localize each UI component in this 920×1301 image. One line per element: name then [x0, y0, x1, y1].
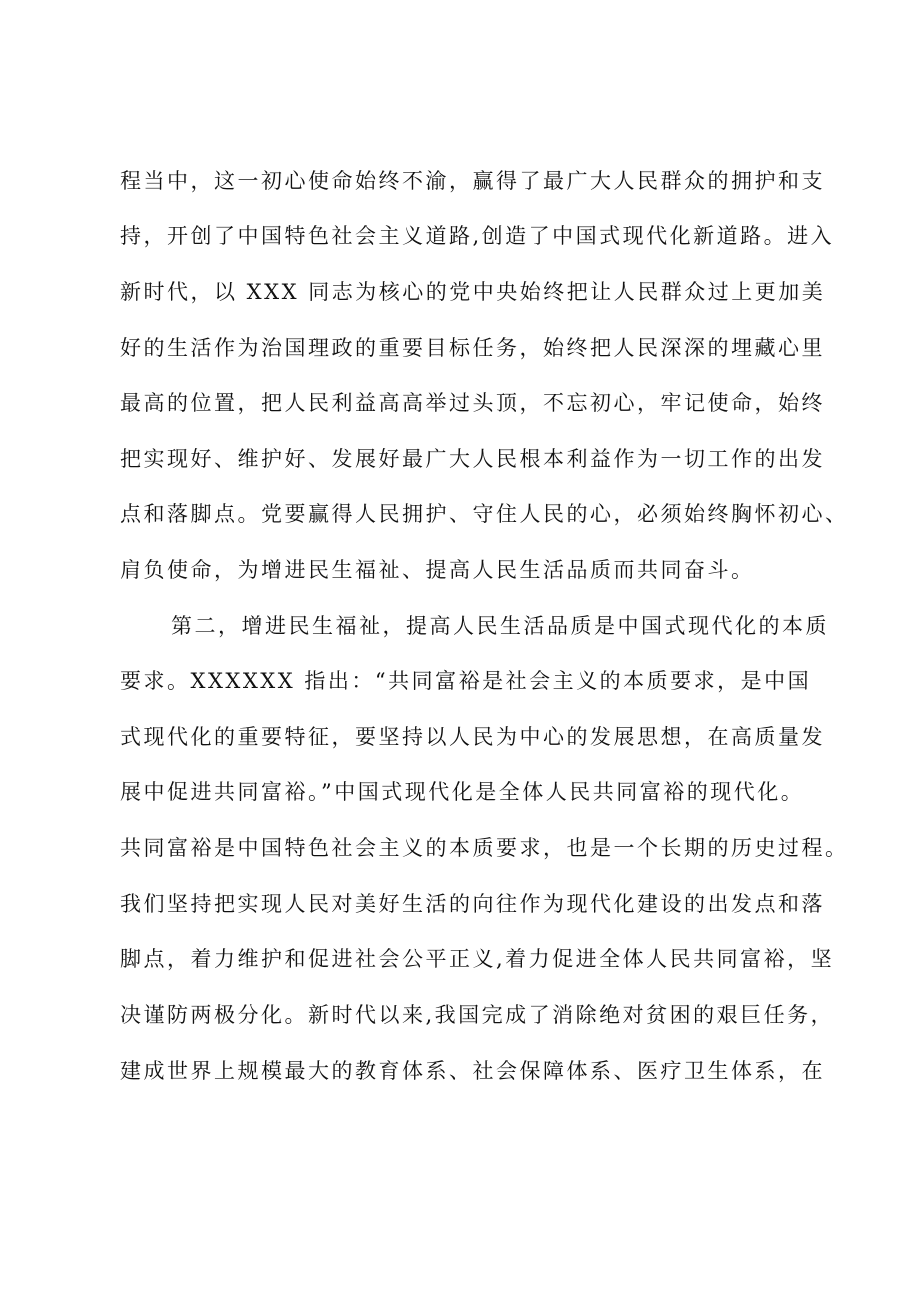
text-line: 点和落脚点。党要赢得人民拥护、守住人民的心，必须始终胸怀初心、: [120, 502, 849, 526]
text-line: 展中促进共同富裕。”中国式现代化是全体人民共同富裕的现代化。: [120, 780, 805, 804]
text-line: 新时代，以 XXX 同志为核心的党中央始终把让人民群众过上更加美: [120, 280, 826, 304]
text-line: 肩负使命，为增进民生福祉、提高人民生活品质而共同奋斗。: [120, 558, 755, 582]
text-line: 式现代化的重要特征，要坚持以人民为中心的发展思想，在高质量发: [120, 725, 825, 749]
text-line: 好的生活作为治国理政的重要目标任务，始终把人民深深的埋藏心里: [120, 336, 825, 360]
text-line: 程当中，这一初心使命始终不渝，赢得了最广大人民群众的拥护和支: [120, 169, 825, 193]
text-line: 共同富裕是中国特色社会主义的本质要求，也是一个长期的历史过程。: [120, 836, 849, 860]
text-line: 建成世界上规模最大的教育体系、社会保障体系、医疗卫生体系，在: [120, 1059, 825, 1083]
text-line: 最高的位置，把人民利益高高举过头顶，不忘初心，牢记使命，始终: [120, 391, 825, 415]
text-line: 脚点，着力维护和促进社会公平正义,着力促进全体人民共同富裕，坚: [120, 947, 835, 971]
text-line: 我们坚持把实现人民对美好生活的向往作为现代化建设的出发点和落: [120, 892, 825, 916]
paragraph-first-line: 第二，增进民生福祉，提高人民生活品质是中国式现代化的本质: [171, 614, 829, 638]
text-line: 决谨防两极分化。新时代以来,我国完成了消除绝对贫困的艰巨任务，: [120, 1003, 835, 1027]
text-line: 持，开创了中国特色社会主义道路,创造了中国式现代化新道路。进入: [120, 224, 835, 248]
text-line: 把实现好、维护好、发展好最广大人民根本利益作为一切工作的出发: [120, 447, 825, 471]
text-line: 要求。XXXXXX 指出：“共同富裕是社会主义的本质要求，是中国: [120, 669, 812, 693]
